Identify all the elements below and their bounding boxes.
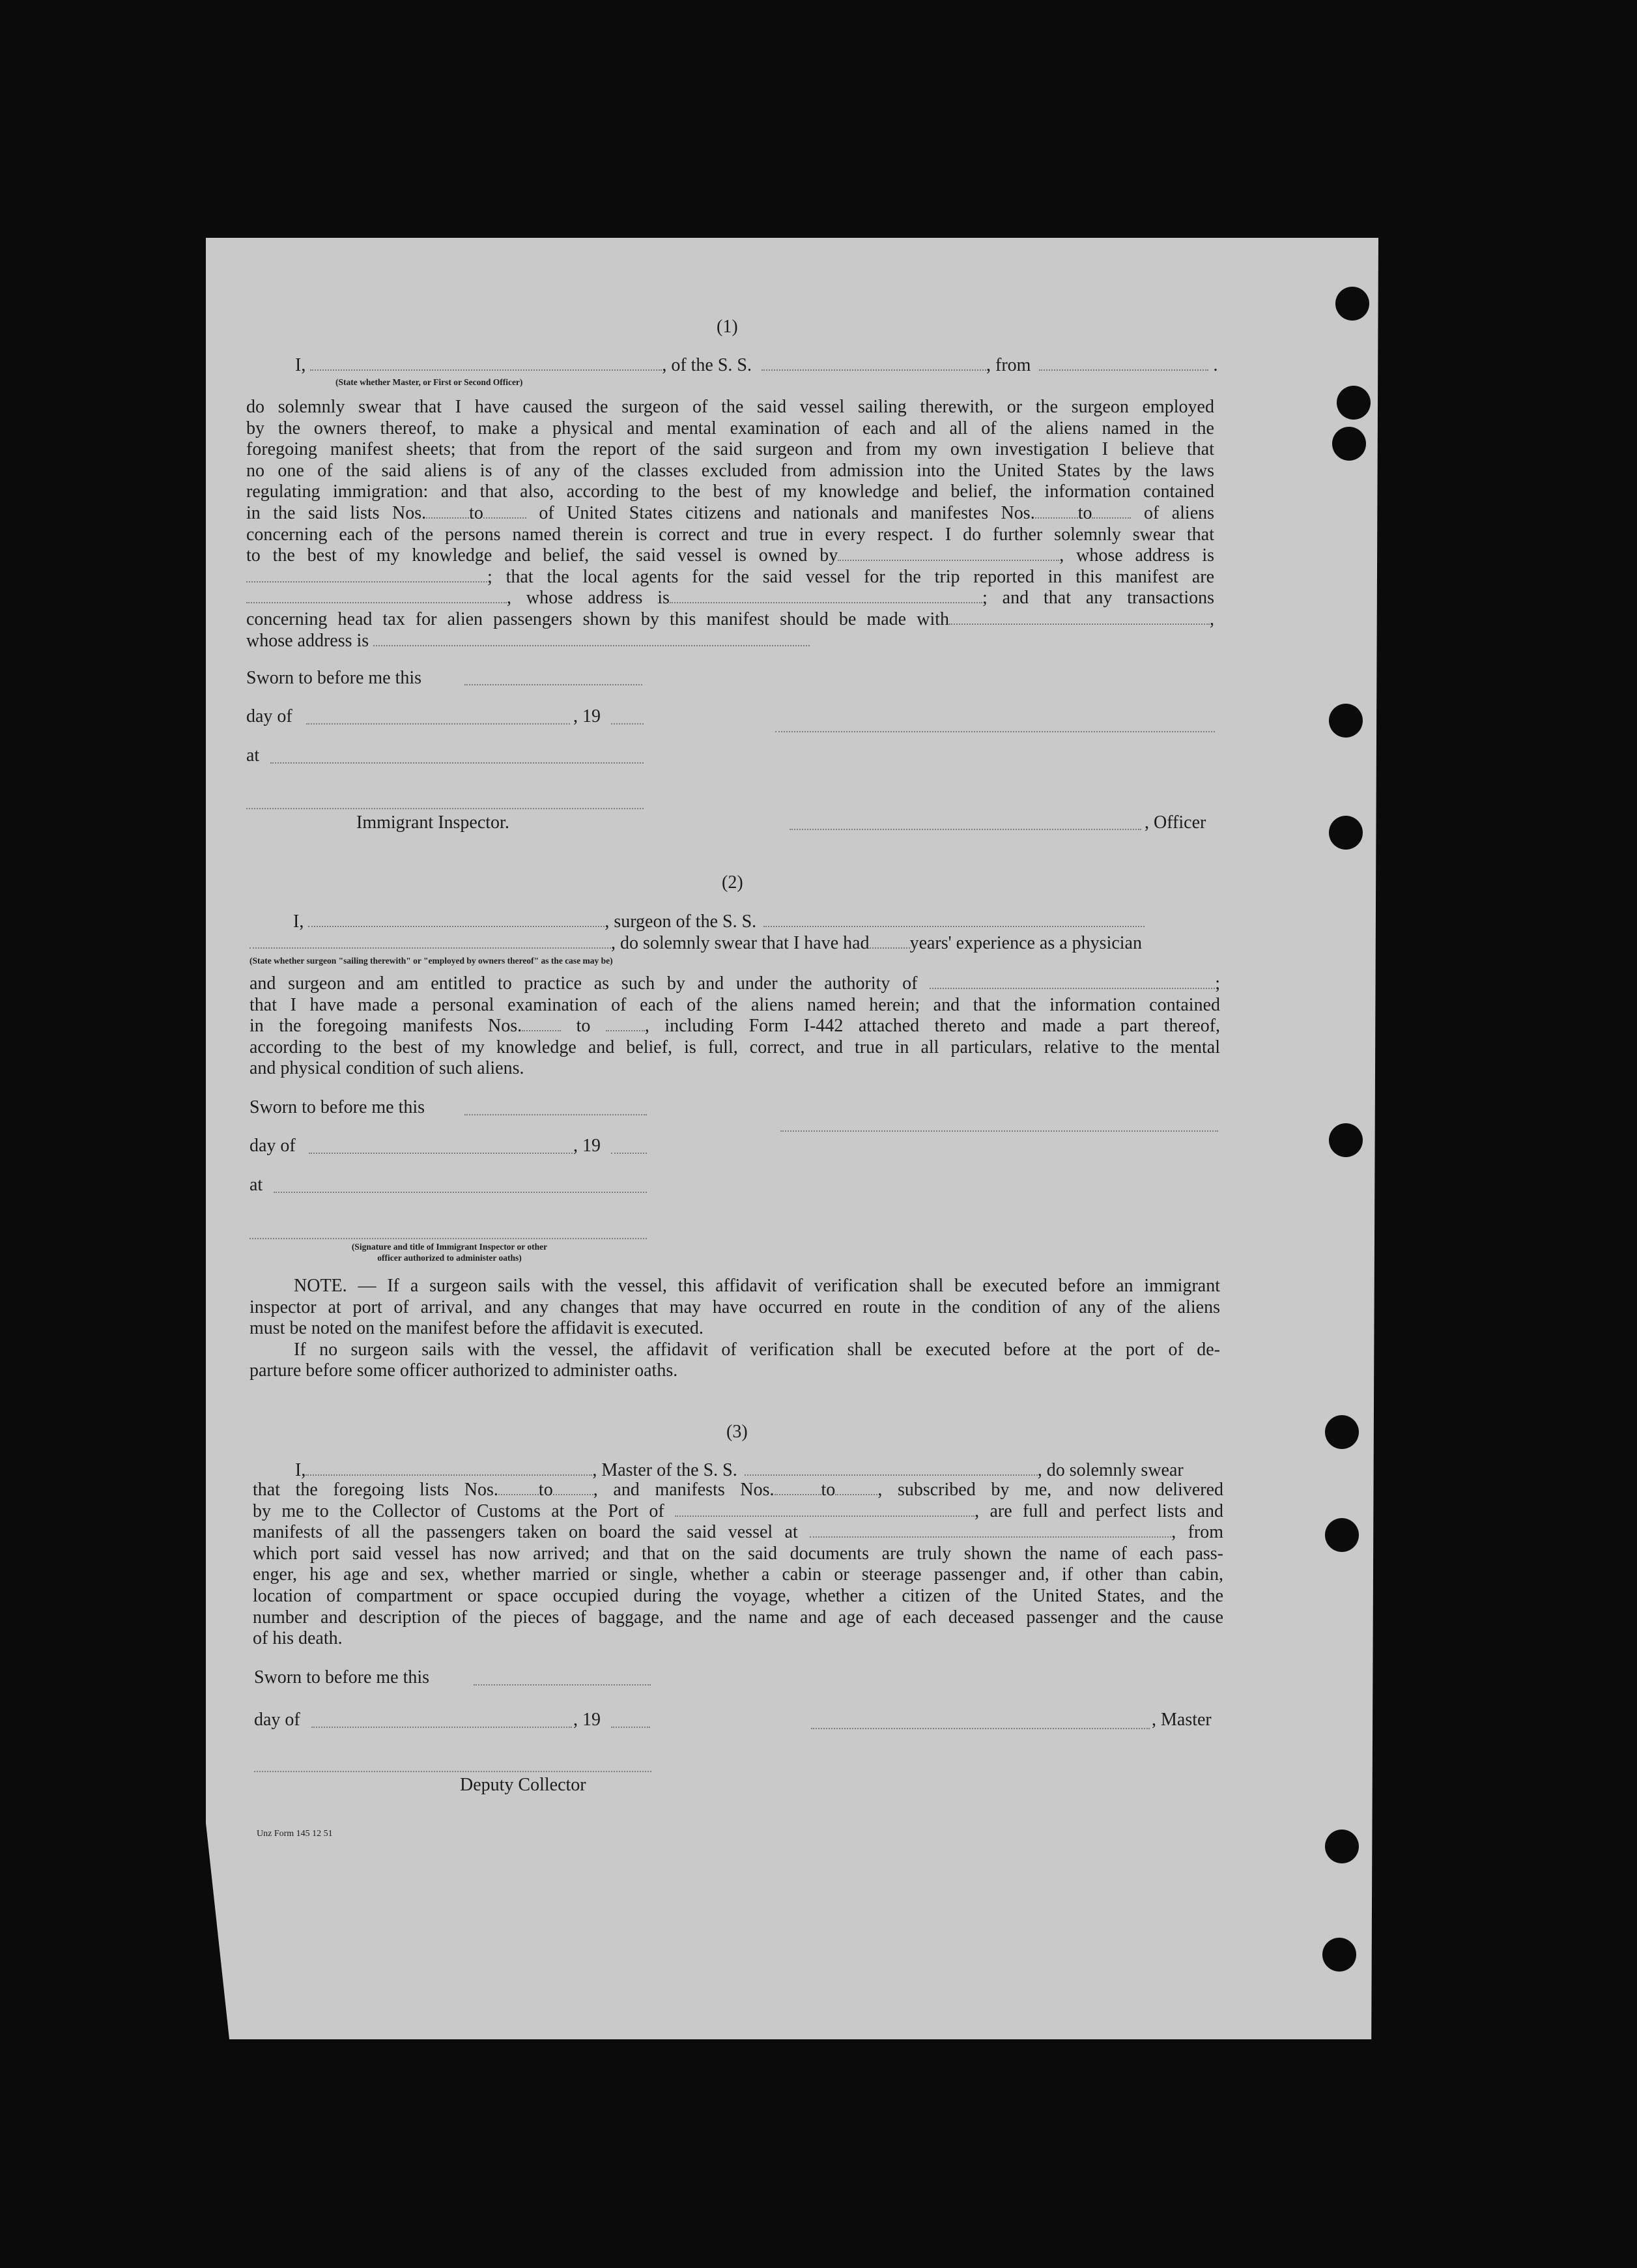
punch-hole [1329, 816, 1363, 850]
month-field[interactable] [311, 1727, 572, 1728]
punch-hole [1329, 704, 1363, 738]
punch-hole [1322, 1938, 1356, 1972]
master-title: , Master [1152, 1710, 1212, 1730]
master-name-field[interactable] [306, 1461, 592, 1476]
surgeon-vessel-field[interactable] [763, 913, 1145, 927]
field-caption: (State whether Master, or First or Second Officer) [335, 377, 523, 387]
list-no-field[interactable] [498, 1481, 539, 1495]
sworn-date-field[interactable] [474, 1684, 651, 1686]
oath-line: I, , of the S. S. , from . [295, 355, 1218, 375]
day-of-label: day of [249, 1136, 296, 1156]
punch-hole [1325, 1415, 1359, 1449]
surgeon-status-field[interactable] [249, 934, 611, 949]
master-vessel-field[interactable] [745, 1461, 1038, 1476]
day-of-label: day of [246, 706, 292, 726]
manifest-no-field[interactable] [606, 1017, 645, 1031]
punch-hole [1332, 427, 1366, 461]
owner-field[interactable] [838, 547, 1059, 561]
manifest-no-field[interactable] [835, 1481, 877, 1495]
section-number: (3) [726, 1422, 748, 1442]
sworn-date-field[interactable] [464, 1114, 647, 1115]
signature-caption: (Signature and title of Immigrant Inspector or other officer authorized to administer oaths) [351, 1242, 548, 1263]
vessel-name-field[interactable] [762, 356, 986, 371]
at-label: at [249, 1175, 263, 1195]
field-caption: (State whether surgeon "sailing therewith" or "employed by owners thereof" as the case may be) [249, 956, 613, 966]
place-field[interactable] [274, 1192, 647, 1193]
inspector-signature-field[interactable] [246, 808, 644, 809]
list-no-field[interactable] [426, 504, 469, 519]
year-label: , 19 [573, 706, 601, 726]
affidavit-paragraph: do solemnly swear that I have caused the surgeon of the said vessel sailing therewith, or the surgeon employed by the owners thereof, to make a physical and mental examination of each and all of the aliens named in the foregoing manifest sheets; that from the report of the said surgeon and from my own investigation I believe that no one of the said aliens is of any of the classes excluded from admission into the United States by the laws regulating immigration: and that also, according to the best of my knowledge and belief, the information contained in the said lists Nos. to of United States citizens and nationals and manifestes Nos. to of aliens concerning each of the persons named therein is correct and true in every respect. I do further solemnly swear that to the best of my knowledge and belief, the said vessel is owned by , whose address is ; that the local agents for the said vessel for the trip reported in this manifest are , whose address is ; and that any transactions concerning head tax for alien passengers shown by this manifest should be made with , whose address is [246, 397, 1215, 651]
year-field[interactable] [611, 1153, 647, 1154]
sworn-date-field[interactable] [464, 684, 642, 685]
manifest-no-field[interactable] [1035, 504, 1078, 519]
inspector-signature-field[interactable] [249, 1238, 647, 1239]
surgeon-signature-field[interactable] [780, 1130, 1218, 1132]
from-port-field[interactable] [1039, 356, 1208, 371]
list-no-field[interactable] [553, 1481, 593, 1495]
form-number: Unz Form 145 12 51 [257, 1829, 333, 1839]
agent-field[interactable] [246, 589, 507, 603]
collector-signature-field[interactable] [254, 1771, 651, 1772]
year-label: , 19 [573, 1710, 601, 1730]
year-label: , 19 [573, 1136, 601, 1156]
sworn-label: Sworn to before me this [246, 668, 422, 688]
punch-hole [1329, 1123, 1363, 1157]
agent-address-field[interactable] [670, 589, 982, 603]
month-field[interactable] [306, 723, 570, 725]
day-of-label: day of [254, 1710, 300, 1730]
section-number: (1) [717, 317, 738, 337]
punch-hole [1325, 1518, 1359, 1552]
head-tax-contact-field[interactable] [949, 610, 1210, 625]
deputy-collector-title: Deputy Collector [460, 1775, 586, 1795]
list-no-field[interactable] [483, 504, 526, 519]
departure-port-field[interactable] [810, 1523, 1171, 1538]
officer-name-field[interactable] [790, 829, 1141, 830]
experience-line: , do solemnly swear that I have had years' experience as a physician [249, 932, 1142, 954]
years-field[interactable] [870, 934, 910, 949]
surgeon-line: I, , surgeon of the S. S. [293, 911, 1145, 932]
at-label: at [246, 745, 260, 766]
punch-hole [1335, 287, 1369, 321]
year-field[interactable] [611, 723, 644, 725]
master-paragraph: that the foregoing lists Nos. to , and manifests Nos. to , subscribed by me, and now delivered by me to the Collector of Customs at the Port of , are full and perfect lists and manifests of all the passengers taken on board the said vessel at , from which port said vessel has now arrived; and that on the said documents are truly shown the name of each pass- enger, his age and sex, whether married or single, whether a cabin or steerage passenger and, if other than cabin, location of compartment or space occupied during the voyage, whether a citizen of the United States, and the number and description of the pieces of baggage, and the name and age of each deceased passenger and the cause of his death. [253, 1480, 1224, 1649]
surgeon-paragraph: and surgeon and am entitled to practice as such by and under the authority of ; that I have made a personal examination of each of the aliens named herein; and that the information contained in the foregoing manifests Nos. to , including Form I-442 attached thereto and made a part thereof, according to the best of my knowledge and belief, is full, correct, and true in all particulars, relative to the mental and physical condition of such aliens. [249, 973, 1221, 1079]
manifest-no-field[interactable] [1092, 504, 1131, 519]
manifest-no-field[interactable] [775, 1481, 821, 1495]
note-paragraph: NOTE. — If a surgeon sails with the vessel, this affidavit of verification shall be executed before an immigrant inspector at port of arrival, and any changes that may have occurred en route in the condition of any of the aliens must be noted on the manifest before the affidavit is executed. If no surgeon sails with the vessel, the affidavit of verification shall be executed before at the port of de- parture before some officer authorized to administer oaths. [249, 1276, 1220, 1381]
place-field[interactable] [270, 762, 644, 764]
inspector-title: Immigrant Inspector. [356, 812, 509, 833]
sworn-label: Sworn to before me this [249, 1097, 425, 1117]
authority-field[interactable] [930, 975, 1215, 989]
master-signature-field[interactable] [811, 1728, 1150, 1729]
year-field[interactable] [611, 1727, 650, 1728]
owner-address-field[interactable] [246, 568, 487, 582]
sworn-label: Sworn to before me this [254, 1667, 430, 1687]
manifest-no-field[interactable] [522, 1017, 561, 1031]
port-field[interactable] [675, 1502, 975, 1517]
master-line: I, , Master of the S. S. , do solemnly swear [295, 1460, 1184, 1480]
month-field[interactable] [309, 1153, 573, 1154]
surgeon-name-field[interactable] [308, 913, 605, 927]
officer-rank-field[interactable] [310, 356, 662, 371]
punch-hole [1337, 386, 1371, 420]
section-number: (2) [722, 872, 743, 893]
officer-signature-field[interactable] [775, 731, 1215, 732]
officer-title: , Officer [1145, 812, 1206, 833]
contact-address-field[interactable] [373, 632, 810, 646]
punch-hole [1325, 1830, 1359, 1863]
